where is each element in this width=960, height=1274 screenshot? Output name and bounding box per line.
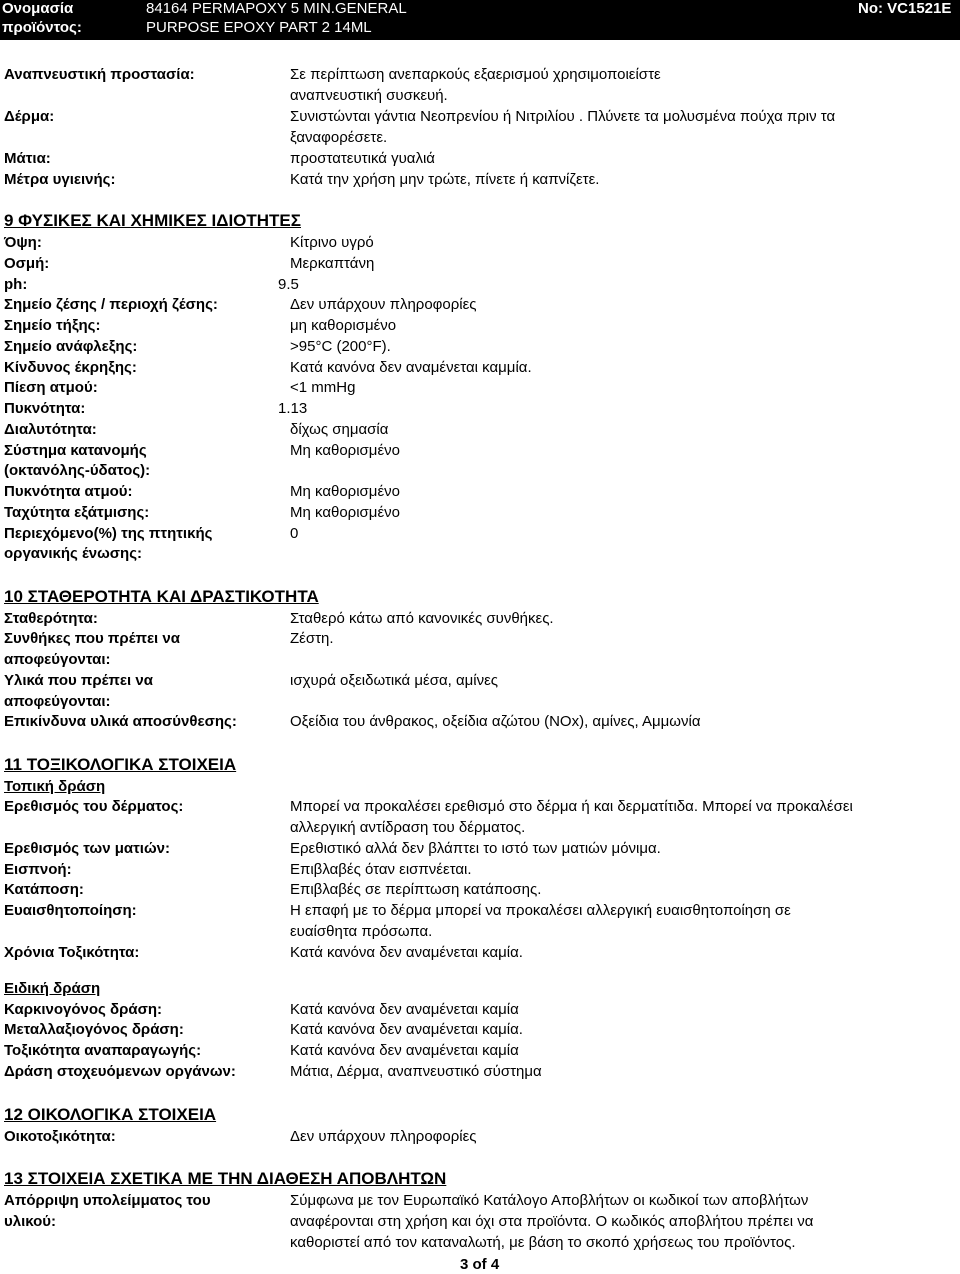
property-value: Κατά κανόνα δεν αναμένεται καμμία.	[290, 359, 532, 376]
property-label: Σύστημα κατανομής	[4, 442, 147, 459]
row-label: αποφεύγονται:	[4, 651, 111, 668]
section-title: 10 ΣΤΑΘΕΡΟΤΗΤΑ ΚΑΙ ΔΡΑΣΤΙΚΟΤΗΤΑ	[4, 587, 319, 606]
property-label: Πυκνότητα:	[4, 400, 86, 417]
row-value: Κατά κανόνα δεν αναμένεται καμία	[290, 1042, 519, 1059]
row-value: Κατά κανόνα δεν αναμένεται καμία	[290, 1001, 519, 1018]
section-title: 13 ΣΤΟΙΧΕΙΑ ΣΧΕΤΙΚΑ ΜΕ ΤΗΝ ΔΙΑΘΕΣΗ ΑΠΟΒΛΗΤΩΝ	[4, 1169, 447, 1188]
row-label: Απόρριψη υπολείμματος του	[4, 1192, 211, 1209]
row-label: Αναπνευστική προστασία:	[4, 66, 195, 83]
property-value: Μη καθορισμένο	[290, 483, 400, 500]
row-label: Οικοτοξικότητα:	[4, 1128, 116, 1145]
row-value: Επιβλαβές σε περίπτωση κατάποσης.	[290, 881, 542, 898]
property-label: ph:	[4, 276, 28, 293]
row-label: Μεταλλαξιογόνος δράση:	[4, 1021, 184, 1038]
row-value: Μάτια, Δέρμα, αναπνευστικό σύστημα	[290, 1063, 542, 1080]
property-label: οργανικής ένωσης:	[4, 545, 143, 562]
row-value: Ερεθιστικό αλλά δεν βλάπτει το ιστό των ματιών μόνιμα.	[290, 840, 661, 857]
row-label: Εισπνοή:	[4, 861, 72, 878]
property-value: 1.13	[278, 400, 308, 417]
subsection-title: Ειδική δράση	[4, 980, 101, 997]
row-value: ευαίσθητα πρόσωπα.	[290, 923, 433, 940]
property-label: Διαλυτότητα:	[4, 421, 97, 438]
row-label: Μάτια:	[4, 150, 51, 167]
property-value: δίχως σημασία	[290, 421, 389, 438]
row-label: Καρκινογόνος δράση:	[4, 1001, 163, 1018]
page-number: 3 of 4	[460, 1256, 500, 1273]
property-value: Μη καθορισμένο	[290, 504, 400, 521]
property-label: Πίεση ατμού:	[4, 379, 98, 396]
row-label: Χρόνια Τοξικότητα:	[4, 944, 140, 961]
property-label: Σημείο ζέσης / περιοχή ζέσης:	[4, 296, 218, 313]
row-label: Σταθερότητα:	[4, 610, 98, 627]
property-label: Πυκνότητα ατμού:	[4, 483, 133, 500]
property-label: Σημείο τήξης:	[4, 317, 101, 334]
section-title: 12 ΟΙΚΟΛΟΓΙΚΑ ΣΤΟΙΧΕΙΑ	[4, 1105, 217, 1124]
document-number: No: VC1521E	[858, 0, 952, 17]
section-title: 9 ΦΥΣΙΚΕΣ ΚΑΙ ΧΗΜΙΚΕΣ ΙΔΙΟΤΗΤΕΣ	[4, 211, 301, 230]
row-label: Επικίνδυνα υλικά αποσύνθεσης:	[4, 713, 237, 730]
row-value: Κατά κανόνα δεν αναμένεται καμία.	[290, 1021, 523, 1038]
row-label: Δέρμα:	[4, 108, 55, 125]
document-header	[0, 0, 960, 40]
row-value: προστατευτικά γυαλιά	[290, 150, 435, 167]
row-value: ξαναφορέσετε.	[290, 129, 388, 146]
property-value: 0	[290, 525, 299, 542]
row-value: Σταθερό κάτω από κανονικές συνθήκες.	[290, 610, 554, 627]
row-label: Υλικά που πρέπει να	[4, 672, 153, 689]
row-value: Δεν υπάρχουν πληροφορίες	[290, 1128, 477, 1145]
product-name-label-line2: προϊόντος:	[2, 19, 82, 36]
row-label: Ερεθισμός των ματιών:	[4, 840, 170, 857]
row-label: Τοξικότητα αναπαραγωγής:	[4, 1042, 202, 1059]
property-value: Δεν υπάρχουν πληροφορίες	[290, 296, 477, 313]
row-value: Σύμφωνα με τον Ευρωπαϊκό Κατάλογο Αποβλήτων οι κωδικοί των αποβλήτων	[290, 1192, 809, 1209]
property-value: <1 mmHg	[290, 379, 356, 396]
row-label: υλικού:	[4, 1213, 56, 1230]
property-label: Κίνδυνος έκρηξης:	[4, 359, 137, 376]
product-name-line1: 84164 PERMAPOXY 5 MIN.GENERAL	[146, 0, 407, 17]
property-label: Οσμή:	[4, 255, 50, 272]
row-value: αλλεργική αντίδραση του δέρματος.	[290, 819, 526, 836]
row-value: αναπνευστική συσκευή.	[290, 87, 448, 104]
property-value: 9.5	[278, 276, 299, 293]
product-name-label-line1: Ονομασία	[2, 0, 74, 17]
row-value: Σε περίπτωση ανεπαρκούς εξαερισμού χρησιμοποιείστε	[290, 66, 661, 83]
row-value: αναφέρονται στη χρήση και όχι στα προϊόντα. Ο κωδικός αποβλήτου πρέπει να	[290, 1213, 814, 1230]
product-name-line2: PURPOSE EPOXY PART 2 14ML	[146, 19, 372, 36]
row-value: Κατά κανόνα δεν αναμένεται καμία.	[290, 944, 523, 961]
property-label: Περιεχόμενο(%) της πτητικής	[4, 525, 213, 542]
property-value: Μη καθορισμένο	[290, 442, 400, 459]
property-value: μη καθορισμένο	[290, 317, 397, 334]
row-value: καθοριστεί από τον καταναλωτή, με βάση το σκοπό χρήσεως του προϊόντος.	[290, 1234, 796, 1251]
row-value: Οξείδια του άνθρακος, οξείδια αζώτου (NOx), αμίνες, Αμμωνία	[290, 713, 701, 730]
property-label: Ταχύτητα εξάτμισης:	[4, 504, 150, 521]
row-label: Συνθήκες που πρέπει να	[4, 630, 180, 647]
row-label: Ερεθισμός του δέρματος:	[4, 798, 184, 815]
section-title: 11 ΤΟΞΙΚΟΛΟΓΙΚΑ ΣΤΟΙΧΕΙΑ	[4, 755, 237, 774]
property-value: Κίτρινο υγρό	[290, 234, 374, 251]
property-label: (οκτανόλης-ύδατος):	[4, 462, 151, 479]
row-label: αποφεύγονται:	[4, 693, 111, 710]
row-label: Δράση στοχευόμενων οργάνων:	[4, 1063, 236, 1080]
row-value: Επιβλαβές όταν εισπνέεται.	[290, 861, 472, 878]
property-value: >95°C (200°F).	[290, 338, 391, 355]
row-value: ισχυρά οξειδωτικά μέσα, αμίνες	[290, 672, 499, 689]
property-label: Όψη:	[4, 234, 42, 251]
row-value: Κατά την χρήση μην τρώτε, πίνετε ή καπνίζετε.	[290, 171, 600, 188]
subsection-title: Τοπική δράση	[4, 778, 106, 795]
row-label: Ευαισθητοποίηση:	[4, 902, 137, 919]
row-value: Συνιστώνται γάντια Νεοπρενίου ή Νιτριλίου . Πλύνετε τα μολυσμένα πούχα πριν τα	[290, 108, 836, 125]
row-value: Μπορεί να προκαλέσει ερεθισμό στο δέρμα ή και δερματίτιδα. Μπορεί να προκαλέσει	[290, 798, 853, 815]
row-value: Ζέστη.	[290, 630, 334, 647]
property-label: Σημείο ανάφλεξης:	[4, 338, 138, 355]
row-label: Μέτρα υγιεινής:	[4, 171, 116, 188]
row-value: Η επαφή με το δέρμα μπορεί να προκαλέσει αλλεργική ευαισθητοποίηση σε	[290, 902, 791, 919]
row-label: Κατάποση:	[4, 881, 84, 898]
property-value: Μερκαπτάνη	[290, 255, 375, 272]
